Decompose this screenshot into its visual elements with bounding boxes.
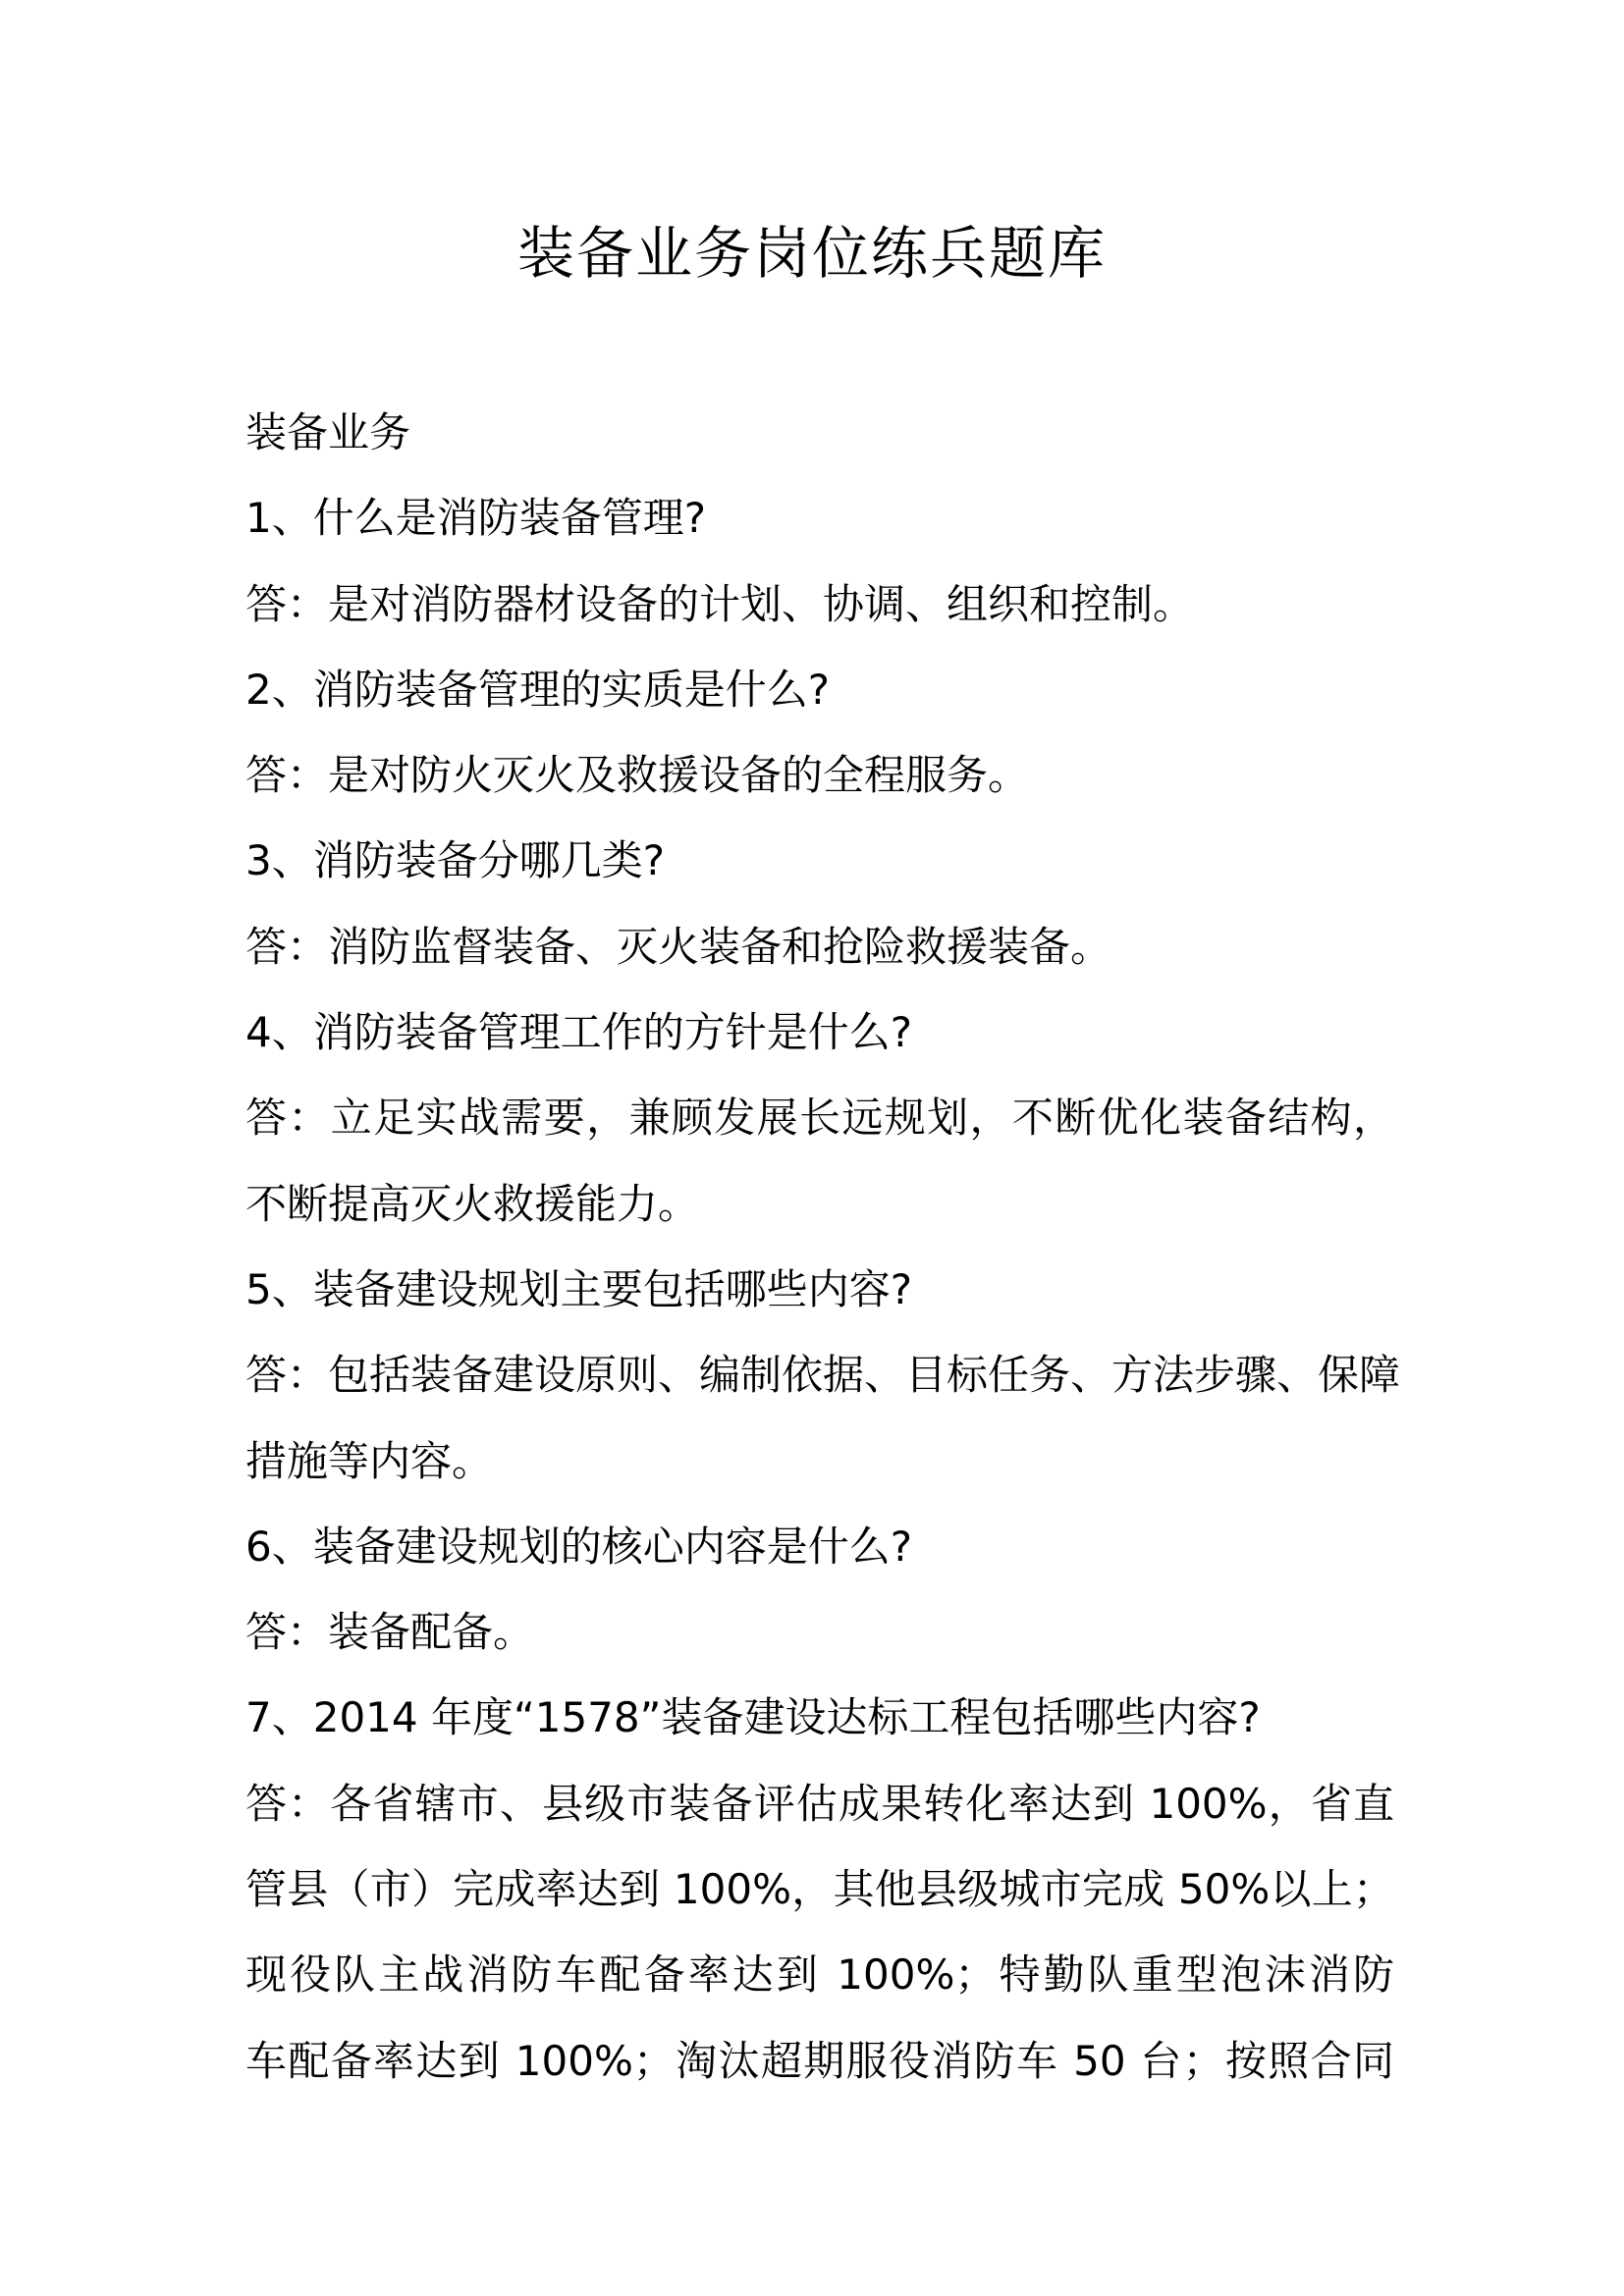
answer-6: 答：装备配备。 [245,1608,535,1657]
answer-1: 答：是对消防器材设备的计划、协调、组织和控制。 [245,579,1195,628]
answer-4-line-2: 不断提高灭火救援能力。 [245,1179,700,1228]
document-body [245,390,1401,2104]
answer-7-line-3: 现役队主战消防车配备率达到 100%；特勤队重型泡沫消防 [245,1950,1394,2000]
question-3: 3、消防装备分哪几类? [245,836,666,885]
answer-7-line-2: 管县（市）完成率达到 100%，其他县级城市完成 50%以上； [245,1865,1394,1914]
document-title: 装备业务岗位练兵题库 [516,220,1107,287]
question-1: 1、什么是消防装备管理? [245,494,707,543]
question-5: 5、装备建设规划主要包括哪些内容? [245,1264,913,1313]
question-4: 4、消防装备管理工作的方针是什么? [245,1008,913,1057]
section-heading: 装备业务 [245,408,411,456]
question-6: 6、装备建设规划的核心内容是什么? [245,1522,913,1571]
answer-7-line-1: 答：各省辖市、县级市装备评估成果转化率达到 100%，省直 [245,1779,1394,1828]
answer-3: 答：消防监督装备、灭火装备和抢险救援装备。 [245,922,1112,971]
answer-4-line-1: 答：立足实战需要，兼顾发展长远规划，不断优化装备结构， [245,1094,1394,1143]
answer-5-line-1: 答：包括装备建设原则、编制依据、目标任务、方法步骤、保障 [245,1351,1401,1400]
answer-5-line-2: 措施等内容。 [245,1436,494,1485]
answer-2: 答：是对防火灭火及救援设备的全程服务。 [245,751,1030,800]
question-2: 2、消防装备管理的实质是什么? [245,665,831,714]
answer-7-line-4: 车配备率达到 100%；淘汰超期服役消防车 50 台；按照合同 [245,2036,1394,2085]
question-7: 7、2014 年度“1578”装备建设达标工程包括哪些内容? [245,1693,1261,1742]
